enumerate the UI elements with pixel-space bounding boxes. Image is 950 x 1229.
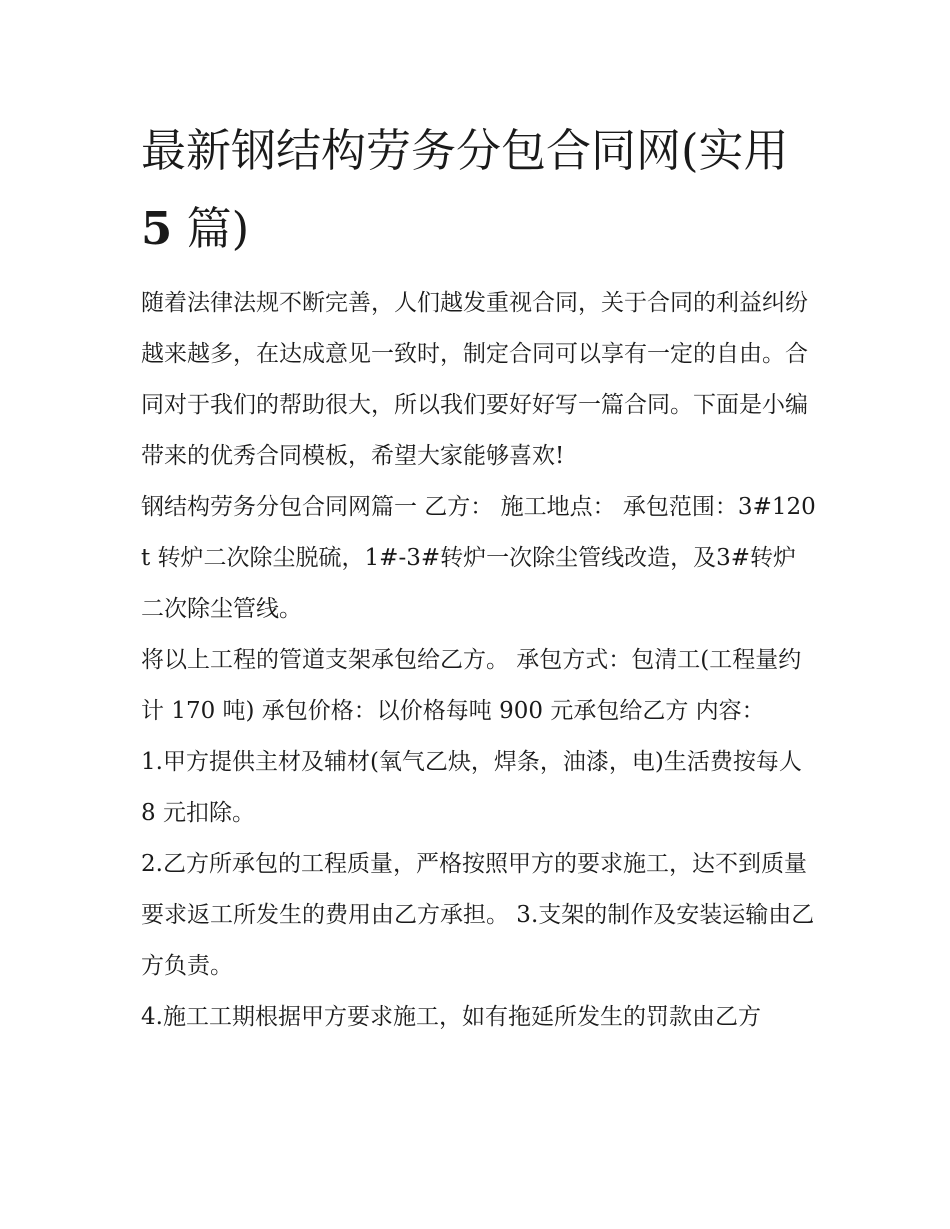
intro-paragraph: 随着法律法规不断完善，人们越发重视合同，关于合同的利益纠纷越来越多，在达成意见一致时，制定合同可以享有一定的自由。合同对于我们的帮助很大，所以我们要好好写一篇合同。下面是小编带来的优秀合同模板，希望大家能够喜欢!	[141, 290, 808, 469]
clause-4-paragraph: 4.施工工期根据甲方要求施工，如有拖延所发生的罚款由乙方	[141, 1004, 761, 1030]
document-title: 最新钢结构劳务分包合同网(实用 5 篇)	[141, 124, 789, 255]
clause-1-paragraph: 1.甲方提供主材及辅材(氧气乙炔，焊条，油漆，电)生活费按每人 8 元扣除。	[141, 749, 802, 826]
contract-terms-paragraph: 将以上工程的管道支架承包给乙方。 承包方式：包清工(工程量约计 170 吨) 承包价格：以价格每吨 900 元承包给乙方 内容：	[141, 647, 802, 724]
document-body	[141, 112, 816, 1043]
clause-2-3-paragraph: 2.乙方所承包的工程质量，严格按照甲方的要求施工，达不到质量要求返工所发生的费用由乙方承担。 3.支架的制作及安装运输由乙方负责。	[141, 851, 815, 979]
contract-parties-paragraph: 钢结构劳务分包合同网篇一 乙方： 施工地点： 承包范围：3#120t 转炉二次除尘脱硫，1#-3#转炉一次除尘管线改造，及3#转炉二次除尘管线。	[141, 494, 816, 622]
